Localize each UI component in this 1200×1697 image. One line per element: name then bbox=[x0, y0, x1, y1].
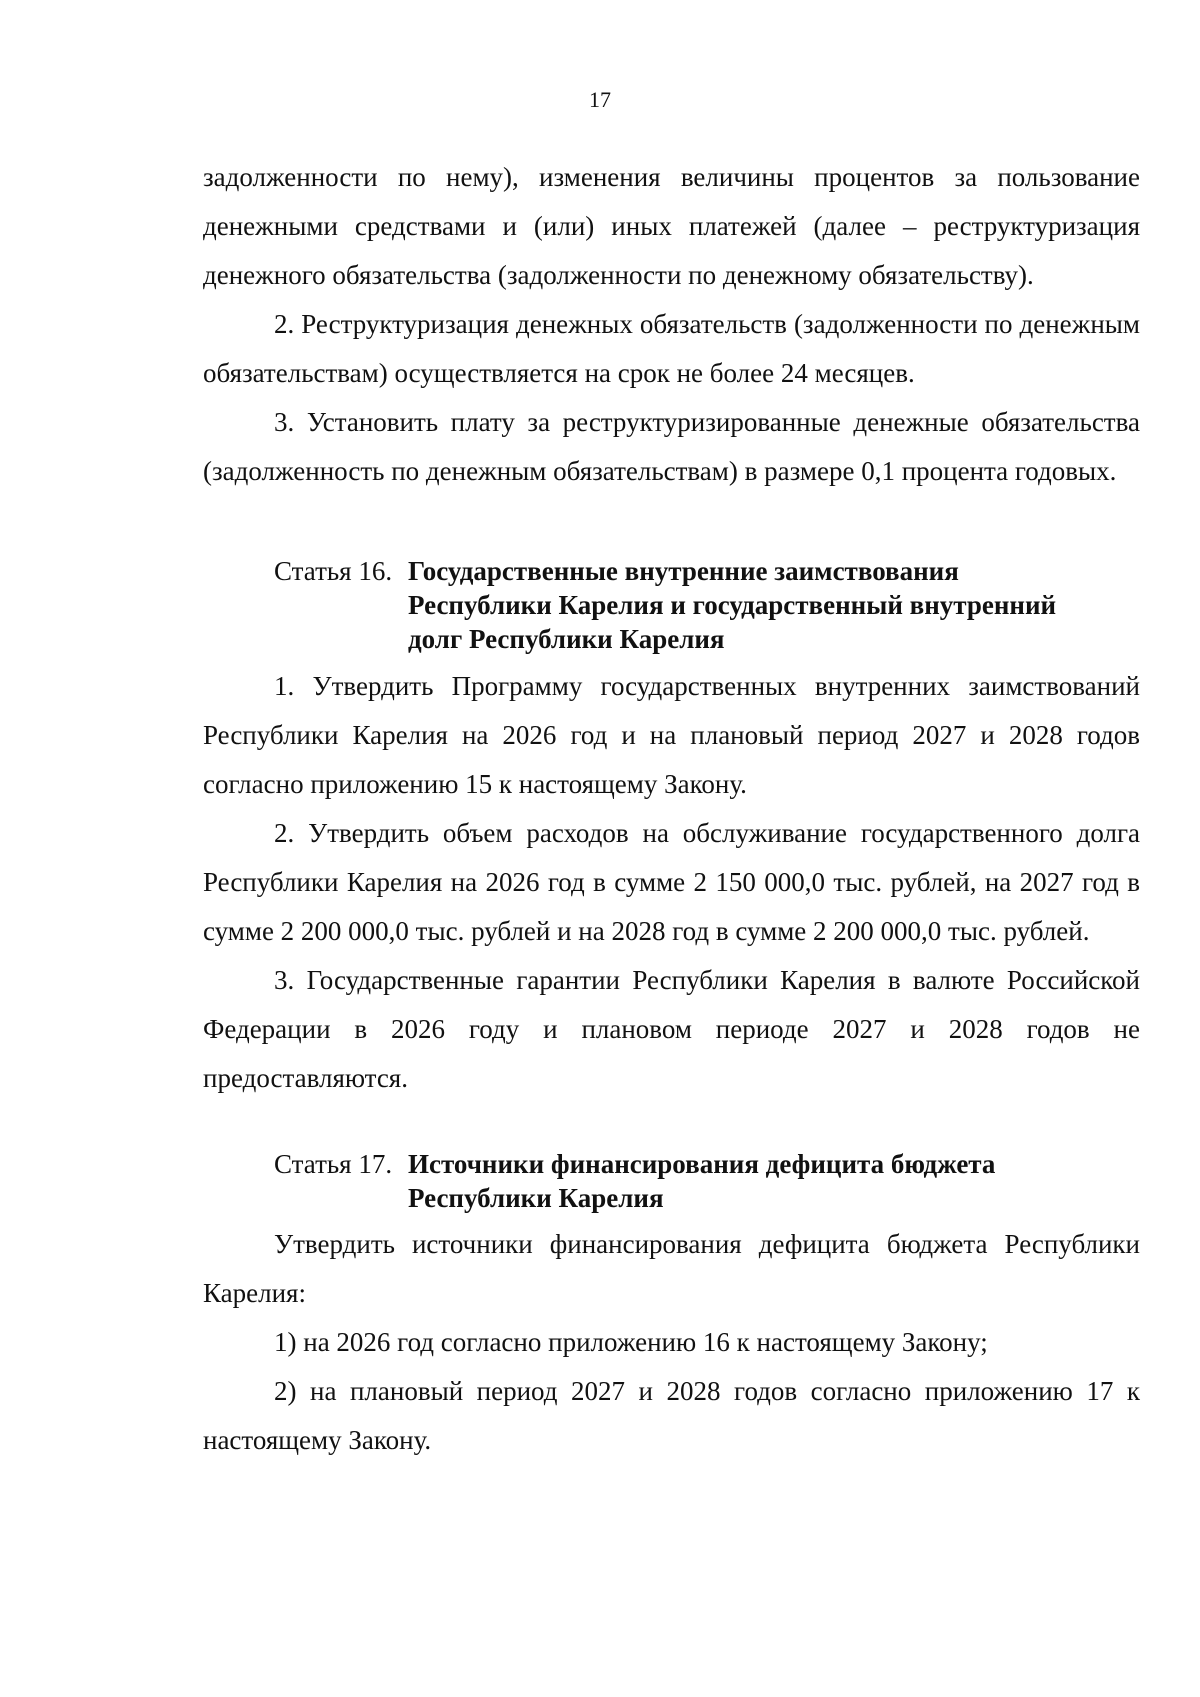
paragraph: задолженности по нему), изменения величины процентов за пользование денежными средствами и (или) иных платежей (далее – реструктуризация денежного обязательства (задолженности по денежному обязательству). bbox=[203, 162, 1140, 290]
article-17-title: Источники финансирования дефицита бюджета Республики Карелия bbox=[408, 1149, 996, 1213]
article-16-heading bbox=[274, 554, 1094, 656]
intro-block bbox=[203, 153, 1140, 496]
paragraph: 3. Государственные гарантии Республики Карелия в валюте Российской Федерации в 2026 году и плановом периоде 2027 и 2028 годов не предоставляются. bbox=[203, 965, 1140, 1093]
paragraph: Утвердить источники финансирования дефицита бюджета Республики Карелия: bbox=[203, 1229, 1140, 1308]
paragraph: 2. Реструктуризация денежных обязательств (задолженности по денежным обязательствам) осуществляется на срок не более 24 месяцев. bbox=[203, 309, 1140, 388]
paragraph: 3. Установить плату за реструктуризированные денежные обязательства (задолженность по денежным обязательствам) в размере 0,1 процента годовых. bbox=[203, 407, 1140, 486]
paragraph: 1. Утвердить Программу государственных внутренних заимствований Республики Карелия на 2026 год и на плановый период 2027 и 2028 годов согласно приложению 15 к настоящему Закону. bbox=[203, 671, 1140, 799]
page-number: 17 bbox=[589, 87, 611, 112]
article-17-heading bbox=[274, 1147, 1094, 1215]
article-16-body bbox=[203, 662, 1140, 1103]
paragraph: 2. Утвердить объем расходов на обслуживание государственного долга Республики Карелия на 2026 год в сумме 2 150 000,0 тыс. рублей, на 2027 год в сумме 2 200 000,0 тыс. рублей и на 2028 год в сумме 2 200 000,0 тыс. рублей. bbox=[203, 818, 1140, 946]
article-17-body bbox=[203, 1220, 1140, 1465]
article-16-title: Государственные внутренние заимствования Республики Карелия и государственный внутренний долг Республики Карелия bbox=[408, 556, 1057, 654]
article-16-prefix: Статья 16. bbox=[274, 556, 393, 586]
paragraph: 1) на 2026 год согласно приложению 16 к настоящему Закону; bbox=[274, 1327, 988, 1357]
article-17-prefix: Статья 17. bbox=[274, 1149, 393, 1179]
paragraph: 2) на плановый период 2027 и 2028 годов согласно приложению 17 к настоящему Закону. bbox=[203, 1376, 1140, 1455]
